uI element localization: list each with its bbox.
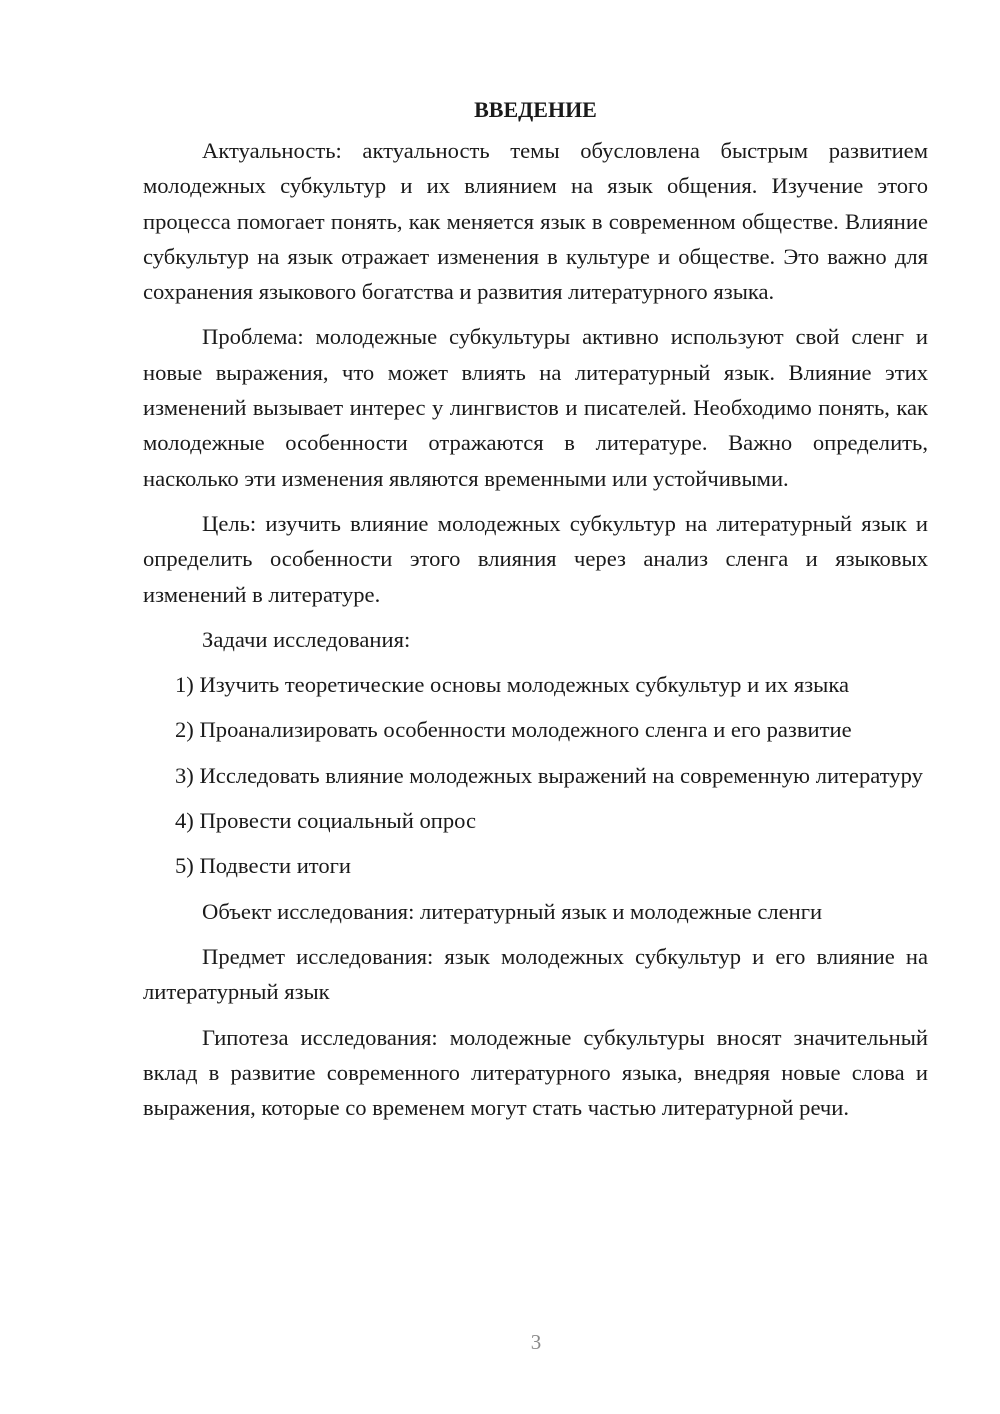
tasks-list bbox=[143, 667, 928, 883]
paragraph-goal: Цель: изучить влияние молодежных субкультур на литературный язык и определить особенности этого влияния через анализ сленга и языковых изменений в литературе. bbox=[143, 510, 928, 607]
task-item: 2) Проанализировать особенности молодежного сленга и его развитие bbox=[175, 717, 852, 743]
paragraph-object: Объект исследования: литературный язык и молодежные сленги bbox=[202, 898, 823, 924]
task-item: 5) Подвести итоги bbox=[175, 853, 352, 879]
paragraph-problem: Проблема: молодежные субкультуры активно используют свой сленг и новые выражения, что может влиять на литературный язык. Влияние этих изменений вызывает интерес у лингвистов и писателей. Необходимо понять, как молодежные особенности отражаются в литературе. Важно определить, насколько эти изменения являются временными или устойчивыми. bbox=[143, 324, 928, 491]
tasks-heading: Задачи исследования: bbox=[202, 626, 411, 652]
page-number: 3 bbox=[530, 1330, 542, 1354]
task-item: 3) Исследовать влияние молодежных выражений на современную литературу bbox=[175, 762, 923, 788]
document-body bbox=[143, 92, 928, 1135]
paragraph-relevance: Актуальность: актуальность темы обусловлена быстрым развитием молодежных субкультур и их влиянием на язык общения. Изучение этого процесса помогает понять, как меняется язык в современном обществе. Влияние субкультур на язык отражает изменения в культуре и обществе. Это важно для сохранения языкового богатства и развития литературного языка. bbox=[143, 138, 928, 305]
task-item: 1) Изучить теоретические основы молодежных субкультур и их языка bbox=[175, 672, 850, 698]
paragraph-subject: Предмет исследования: язык молодежных субкультур и его влияние на литературный язык bbox=[143, 943, 928, 1005]
page-title: ВВЕДЕНИЕ bbox=[474, 97, 597, 122]
paragraph-hypothesis: Гипотеза исследования: молодежные субкультуры вносят значительный вклад в развитие современного литературного языка, внедряя новые слова и выражения, которые со временем могут стать частью литературной речи. bbox=[143, 1024, 928, 1121]
task-item: 4) Провести социальный опрос bbox=[175, 808, 477, 834]
